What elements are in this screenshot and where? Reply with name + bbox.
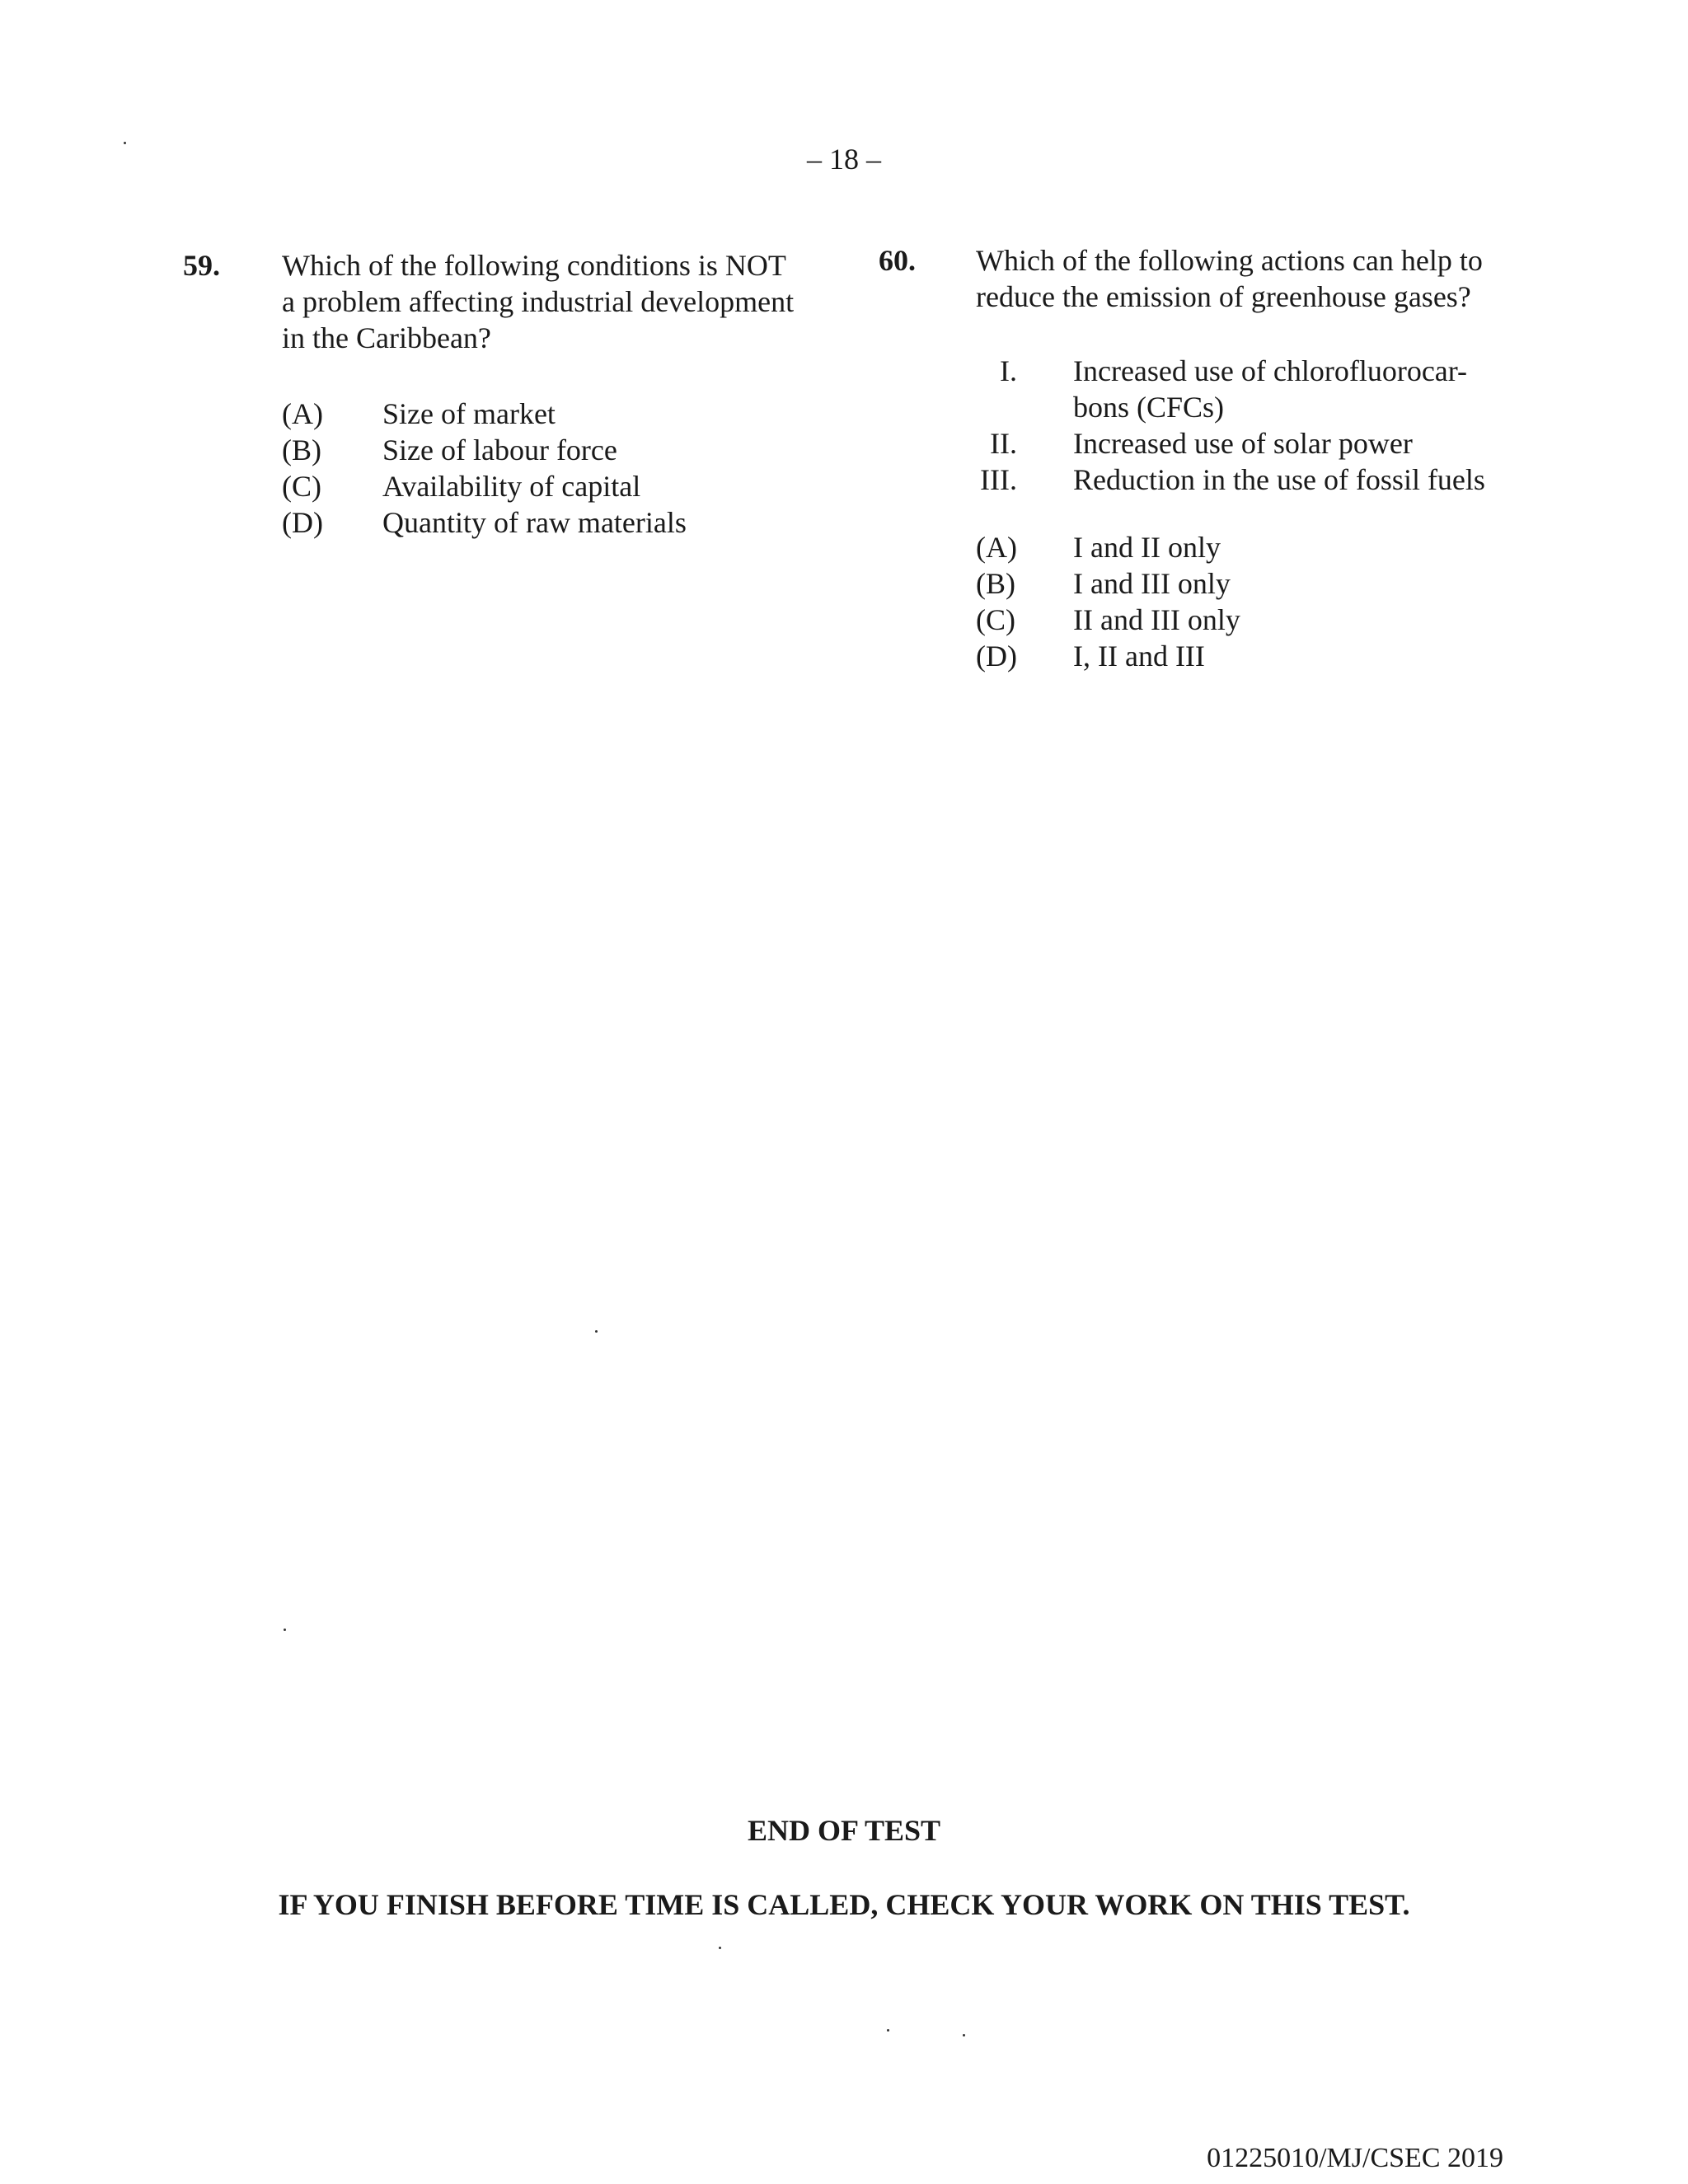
- option-c: [282, 468, 842, 504]
- option-letter: (D): [282, 506, 323, 539]
- statement-ii: [976, 425, 1545, 462]
- page-number: – 18 –: [807, 143, 881, 176]
- option-letter: (D): [976, 640, 1017, 673]
- option-a: [976, 529, 1536, 565]
- question-text: Which of the following actions can help to reduce the emission of greenhouse gases?: [976, 244, 1483, 313]
- option-letter: (B): [282, 434, 321, 466]
- paper-code: 01225010/MJ/CSEC 2019: [1207, 2143, 1503, 2173]
- statement-text: Increased use of chlorofluorocar- bons (CFCs): [1073, 354, 1468, 424]
- question-60: [879, 242, 1538, 704]
- option-a: [282, 396, 842, 432]
- statement-i: [976, 353, 1545, 425]
- option-b: [282, 432, 842, 468]
- option-b: [976, 565, 1536, 602]
- scan-speck: [719, 1947, 721, 1949]
- statement-iii: [976, 462, 1545, 498]
- answer-options: [976, 529, 1536, 674]
- question-number: 60.: [879, 244, 916, 277]
- question-text: Which of the following conditions is NOT a problem affecting industrial development in the Caribbean?: [282, 249, 795, 354]
- option-letter: (A): [976, 531, 1017, 564]
- option-d: [282, 504, 842, 541]
- question-59: [183, 247, 842, 577]
- option-text: Quantity of raw materials: [382, 506, 687, 539]
- statement-list: [976, 353, 1545, 498]
- option-text: Availability of capital: [382, 470, 641, 503]
- option-letter: (B): [976, 567, 1015, 600]
- scan-speck: [963, 2034, 965, 2036]
- scan-speck: [887, 2029, 889, 2032]
- option-letter: (C): [282, 470, 321, 503]
- option-text: I and II only: [1073, 531, 1221, 564]
- scan-speck: [284, 1629, 286, 1631]
- scan-speck: [124, 142, 126, 144]
- answer-options: [282, 396, 842, 541]
- option-text: II and III only: [1073, 603, 1240, 636]
- option-text: I and III only: [1073, 567, 1231, 600]
- statement-numeral: III.: [980, 463, 1017, 496]
- statement-numeral: I.: [1000, 354, 1017, 387]
- option-letter: (C): [976, 603, 1015, 636]
- end-of-test-heading: END OF TEST: [747, 1814, 941, 1847]
- end-of-test-instruction: IF YOU FINISH BEFORE TIME IS CALLED, CHECK YOUR WORK ON THIS TEST.: [278, 1888, 1410, 1921]
- option-text: Size of market: [382, 397, 556, 430]
- scan-speck: [595, 1330, 598, 1333]
- statement-text: Reduction in the use of fossil fuels: [1073, 463, 1485, 496]
- option-text: I, II and III: [1073, 640, 1205, 673]
- question-number: 59.: [183, 249, 220, 282]
- statement-text: Increased use of solar power: [1073, 427, 1413, 460]
- option-c: [976, 602, 1536, 638]
- statement-numeral: II.: [990, 427, 1017, 460]
- option-letter: (A): [282, 397, 323, 430]
- option-text: Size of labour force: [382, 434, 617, 466]
- option-d: [976, 638, 1536, 674]
